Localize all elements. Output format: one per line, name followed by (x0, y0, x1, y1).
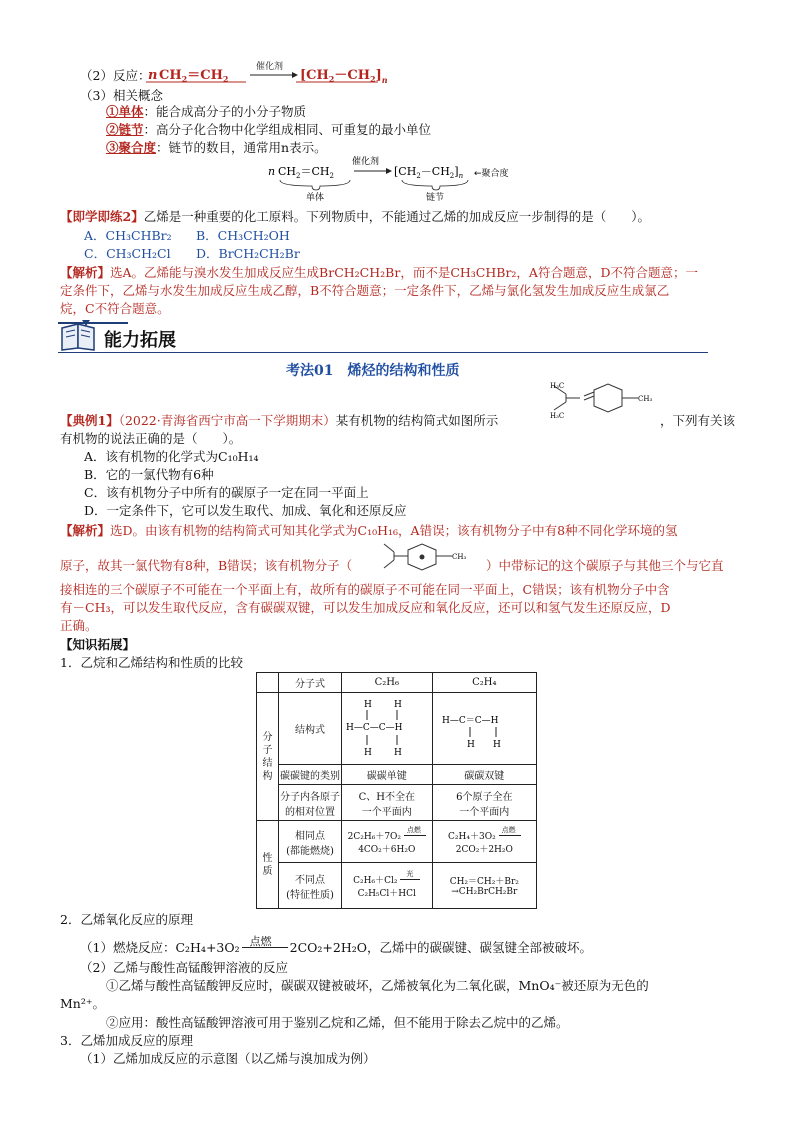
knowledge-item3-sub: （1）乙烯加成反应的示意图（以乙烯与溴加成为例） (80, 1051, 376, 1066)
practice2-stem: 乙烯是一种重要的化工原料。下列物质中，不能通过乙烯的加成反应一步制得的是（ ）。 (143, 209, 650, 224)
kmno4-heading: （2）乙烯与酸性高锰酸钾溶液的反应 (80, 960, 288, 975)
knowledge-item1: 1．乙烷和乙烯结构和性质的比较 (60, 655, 243, 670)
group-structure: 分子结构 (257, 693, 279, 821)
svg-text:CH2＝CH2: $CH_2=CH_2$ (159, 68, 229, 84)
section-divider (58, 352, 708, 353)
svg-text:[CH2－CH2]n: $[CH_2-CH_2]_n$ (394, 165, 464, 180)
knowledge-item3: 3．乙烯加成反应的原理 (60, 1033, 193, 1048)
section-title: 能力拓展 (104, 330, 176, 351)
svg-text:H—C—C—H: H—C—C—H (345, 723, 403, 733)
combustion-prefix: （1）燃烧反应：C₂H₄+3O₂ (80, 940, 240, 955)
th-diff: 不同点 (特征性质) (279, 863, 342, 909)
ethene-burn: C₂H₄＋3O₂ 点燃 2CO₂＋2H₂O (432, 821, 536, 863)
concepts-heading: （3）相关概念 (80, 88, 163, 103)
diagram-unit: 链节 (426, 193, 445, 203)
kmno4-point2: ②应用：酸性高锰酸钾溶液可用于鉴别乙烷和乙烯，但不能用于除去乙烷中的乙烯。 (106, 1015, 569, 1030)
diagram-catalyst: 催化剂 (352, 157, 380, 167)
practice2-option-c: C．CH₃CH₂Cl (84, 246, 171, 261)
ethene-position: 6个原子全在 一个平面内 (432, 785, 536, 821)
svg-text:CH₃: CH₃ (452, 553, 467, 561)
polymer-concept-diagram (268, 154, 538, 202)
th-bond: 碳碳键的类别 (279, 765, 342, 785)
example1-stem-text: 某有机物的结构简式如图所示 (335, 413, 499, 428)
practice2-analysis-2: 定条件下，乙烯与水发生加成反应生成乙醇，B不符合题意；一定条件下，乙烯与氯化氢发生加成反应生成氯乙 (60, 283, 670, 298)
th-position: 分子内各原子 的相对位置 (279, 785, 342, 821)
diagram-degree: ←聚合度 (474, 169, 509, 179)
svg-text:H—C＝C—H: H—C＝C—H (442, 716, 499, 726)
example1-source: （2022·青海省西宁市高一下学期期末） (118, 413, 336, 428)
ethane-formula: C₂H₆ (341, 673, 432, 693)
practice2-label: 【即学即练2】 (60, 209, 144, 224)
molecule-structure-icon (548, 380, 658, 426)
example1-stem-tail: ，下列有关该 (660, 413, 736, 428)
svg-text:CH₃: CH₃ (638, 395, 653, 403)
practice2-option-a: A．CH₃CHBr₂ (84, 228, 172, 243)
section-subtitle: 考法01 烯烃的结构和性质 (286, 363, 460, 379)
concept-unit (106, 120, 431, 138)
svg-text:H: H (393, 700, 402, 710)
knowledge-label: 【知识拓展】 (60, 637, 136, 652)
monomer-term: ①单体 (106, 104, 144, 119)
example1-option-b: B．它的一氯代物有6种 (84, 467, 214, 482)
ethene-struct (432, 693, 536, 765)
unit-def: ：高分子化合物中化学组成相同、可重复的最小单位 (143, 122, 432, 137)
th-formula: 分子式 (279, 673, 342, 693)
reaction-line (80, 66, 150, 84)
kmno4-point1-cont: Mn²⁺。 (60, 996, 105, 1011)
svg-text:H: H (363, 700, 372, 710)
kmno4-point1: ①乙烯与酸性高锰酸钾反应时，碳碳双键被破坏，乙烯被氧化为二氧化碳，MnO₄⁻被还原为无色的 (106, 978, 649, 993)
monomer-def: ：能合成高分子的小分子物质 (143, 104, 307, 119)
reaction-prefix: （2）反应： (80, 68, 151, 83)
svg-text:H: H (393, 748, 402, 758)
ethene-bond: 碳碳双键 (432, 765, 536, 785)
example1-analysis-2a: 原子，故其一氯代物有8种，B错误；该有机物分子（ (60, 558, 353, 573)
example1-option-c: C．该有机物分子中所有的碳原子一定在同一平面上 (84, 485, 369, 500)
svg-text:n: n (148, 68, 158, 83)
svg-text:n: n (268, 165, 276, 178)
example1-option-a: A．该有机物的化学式为C₁₀H₁₄ (84, 449, 259, 464)
th-struct: 结构式 (279, 693, 342, 765)
practice2-analysis-3: 烷，C不符合题意。 (60, 301, 170, 316)
knowledge-item2: 2．乙烯氧化反应的原理 (60, 912, 193, 927)
svg-text:H₃C: H₃C (550, 412, 565, 420)
combustion-line (80, 935, 593, 956)
degree-def: ：链节的数目，通常用n表示。 (156, 140, 327, 155)
section-top-accent (58, 322, 128, 324)
example1-label: 【典例1】 (60, 413, 119, 428)
example1-stem-2: 有机物的说法正确的是（ ）。 (60, 431, 242, 446)
example1-analysis-5: 正确。 (60, 618, 98, 633)
concept-monomer (106, 102, 306, 120)
svg-text:H: H (467, 740, 476, 750)
practice2-question (60, 207, 650, 225)
ethane-burn: 2C₂H₆＋7O₂ 点燃 4CO₂＋6H₂O (341, 821, 432, 863)
practice2-analysis-1 (60, 263, 698, 281)
combustion-suffix: 2CO₂+2H₂O，乙烯中的碳碳键、碳氢键全部被破坏。 (289, 940, 593, 955)
polymerization-equation (146, 58, 386, 86)
example1-option-d: D．一定条件下，它可以发生取代、加成、氧化和还原反应 (84, 503, 407, 518)
example1-stem-1 (60, 411, 498, 429)
svg-text:H: H (493, 740, 502, 750)
example1-analysis-4: 有－CH₃，可以发生取代反应，含有碳碳双键，可以发生加成反应和氧化反应，还可以和氢气发生还原反应，D (60, 600, 671, 615)
example1-analysis-label: 【解析】 (60, 523, 111, 538)
practice2-analysis-label: 【解析】 (60, 265, 111, 280)
svg-text:H: H (363, 748, 372, 758)
group-property: 性质 (257, 821, 279, 909)
degree-term: ③聚合度 (106, 140, 157, 155)
molecule-marked-icon (378, 538, 482, 582)
practice2-analysis-text-1: 选A。乙烯能与溴水发生加成反应生成BrCH₂CH₂Br，而不是CH₃CHBr₂，A符合题意，D不符合题意；一 (110, 265, 698, 280)
svg-text:H₃C: H₃C (550, 382, 565, 390)
th-same: 相同点 (都能燃烧) (279, 821, 342, 863)
ethane-substitution: C₂H₆＋Cl₂ 光 C₂H₅Cl＋HCl (341, 863, 432, 909)
comparison-table (256, 672, 537, 909)
ethene-formula: C₂H₄ (432, 673, 536, 693)
unit-term: ②链节 (106, 122, 144, 137)
ethane-position: C、H不全在 一个平面内 (341, 785, 432, 821)
example1-analysis-2b: ）中带标记的这个碳原子与其他三个与它直 (486, 558, 724, 573)
combustion-arrow: 点燃 (242, 947, 288, 948)
ethane-bond: 碳碳单键 (341, 765, 432, 785)
example1-analysis-3: 接相连的三个碳原子不可能在一个平面上有，故所有的碳原子不可能在同一平面上，C错误；该有机物分子中含 (60, 582, 670, 597)
ethene-addition: CH₂＝CH₂＋Br₂ →CH₂BrCH₂Br (432, 863, 536, 909)
diagram-monomer: 单体 (306, 193, 325, 203)
example1-analysis-1 (60, 521, 678, 539)
svg-text:CH2＝CH2: $CH_2=CH_2$ (278, 165, 334, 180)
catalyst-label: 催化剂 (256, 62, 284, 72)
svg-text:[CH2－CH2]n: $[CH_2-CH_2]_n$ (300, 68, 388, 85)
example1-analysis-text-1: 选D。由该有机物的结构简式可知其化学式为C₁₀H₁₆，A错误；该有机物分子中有8种不同化学环境的氢 (110, 523, 678, 538)
practice2-option-b: B．CH₃CH₂OH (196, 228, 290, 243)
ethane-struct (341, 693, 432, 765)
practice2-option-d: D．BrCH₂CH₂Br (196, 246, 300, 261)
